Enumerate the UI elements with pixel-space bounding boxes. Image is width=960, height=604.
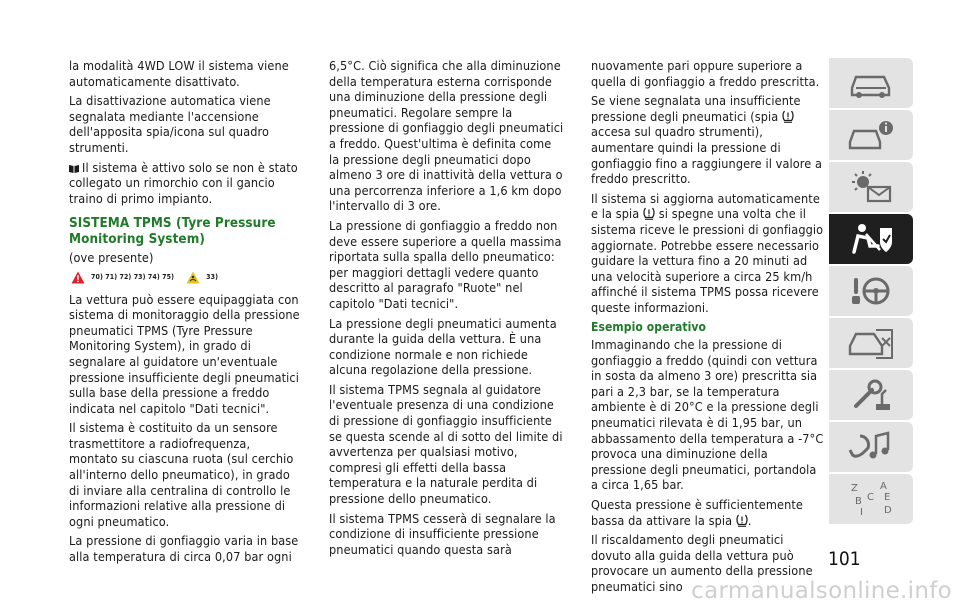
book-icon <box>69 164 79 173</box>
paragraph: Immaginando che la pressione di gonfiaggio a freddo (quindi con vettura in sosta da almeno 3 ore) prescritta sia pari a 2,3 bar, se la temperatura ambiente è di 20°C e la pressione degli pneumatici rilevata è di 1,95 bar, un abbassamento della temperatura a -7°C provoca una diminuzione della pressione degli pneumatici, portandola a circa 1,65 bar. <box>591 337 824 493</box>
tpms-warning-icon <box>643 207 655 220</box>
svg-text:Z: Z <box>851 482 858 494</box>
paragraph: Se viene segnalata una insufficiente pressione degli pneumatici (spia accesa sul quadro strumenti), aumentare quindi la pressione di gonfiaggio fino a raggiungere il valore a freddo prescritto. <box>591 93 823 187</box>
text-column-3 <box>591 58 826 599</box>
service-tools-icon <box>846 376 896 414</box>
tab-car-overview[interactable] <box>829 58 913 108</box>
paragraph: Il sistema è costituito da un sensore trasmettitore a radiofrequenza, montato su ciascuna ruota (sul cerchio all'interno dello pneumatico), in grado di inviare alla centralina di controllo le informazioni relative alla pressione di ogni pneumatico. <box>69 420 294 529</box>
paragraph: Il riscaldamento degli pneumatici dovuto alla guida della vettura può provocare un aumento della pressione pneumatici sino <box>591 532 813 594</box>
svg-text:D: D <box>884 504 892 516</box>
paragraph: Il sistema TPMS segnala al guidatore l'eventuale presenza di una condizione di pressione di gonfiaggio insufficiente se questa scende al di sotto del limite di avvertenza per qualsiasi motivo, compresi gli effetti della bassa temperatura e la naturale perdita di pressione dello pneumatico. <box>329 381 563 507</box>
tpms-warning-icon <box>782 110 794 123</box>
caution-numbers: 33) <box>206 272 219 281</box>
svg-text:E: E <box>884 491 891 503</box>
car-overview-icon <box>846 64 896 102</box>
tab-car-info[interactable] <box>829 110 913 160</box>
alphabetical-index-icon <box>846 480 896 518</box>
paragraph: Questa pressione è sufficientemente bassa da attivare la spia . <box>591 497 803 528</box>
chapter-sidebar <box>829 58 913 526</box>
watermark: carmanualsonline.info <box>691 578 952 604</box>
optional-note: (ove presente) <box>69 250 154 266</box>
svg-text:I: I <box>860 506 863 518</box>
section-heading: SISTEMA TPMS (Tyre Pressure Monitoring System) <box>69 216 276 248</box>
text-column-1 <box>69 58 301 569</box>
paragraph: La pressione di gonfiaggio a freddo non deve essere superiore a quella massima riportata sulla spalla dello pneumatico: per maggiori dettagli vedere quanto descritto al paragrafo "Ruote" nel capitolo "Dati tecnici". <box>329 217 562 311</box>
paragraph: la modalità 4WD LOW il sistema viene automaticamente disattivato. <box>69 58 289 89</box>
tab-index[interactable] <box>829 474 913 524</box>
paragraph: Il sistema è attivo solo se non è stato collegato un rimorchio con il gancio traino di primo impianto. <box>69 159 298 206</box>
caution-triangle-icon <box>186 271 200 284</box>
lights-message-icon <box>846 168 896 206</box>
paragraph: Il sistema TPMS cesserà di segnalare la condizione di insufficiente pressione pneumatici quando questa sarà <box>329 510 556 557</box>
svg-text:B: B <box>855 495 862 507</box>
tab-safety[interactable] <box>829 214 913 264</box>
tab-service-maintenance[interactable] <box>829 370 913 420</box>
paragraph: La disattivazione automatica viene segnalata mediante l'accensione dell'apposita spia/icona sul quadro strumenti. <box>69 93 271 155</box>
car-info-icon <box>846 116 896 154</box>
warning-road-icon <box>846 324 896 362</box>
tab-lights-messages[interactable] <box>829 162 913 212</box>
warning-numbers: 70) 71) 72) 73) 74) 75) <box>91 272 175 281</box>
paragraph: Il sistema si aggiorna automaticamente e la spia si spegne una volta che il sistema riceve le pressioni di gonfiaggio aggiornate. Potrebbe essere necessario guidare la vettura fino a 20 minuti ad una velocità superiore a circa 25 km/h affinché il sistema TPMS possa ricevere queste informazioni. <box>591 190 824 315</box>
tpms-warning-icon <box>736 514 748 527</box>
paragraph: 6,5°C. Ciò significa che alla diminuzione della temperatura esterna corrisponde una diminuzione della pressione degli pneumatici. Regolare sempre la pressione di gonfiaggio degli pneumatici a freddo. Quest'ultima è definita come la pressione degli pneumatici dopo almeno 3 ore di inattività della vettura o una percorrenza inferiore a 1,6 km dopo l'intervallo di 3 ore. <box>329 58 564 214</box>
warning-triangle-icon <box>71 271 85 284</box>
tab-multimedia[interactable] <box>829 422 913 472</box>
tab-emergency[interactable] <box>829 318 913 368</box>
warning-references <box>71 270 301 286</box>
paragraph: La pressione di gonfiaggio varia in base alla temperatura di circa 0,07 bar ogni <box>69 533 299 565</box>
text-column-2 <box>329 58 564 561</box>
paragraph: La vettura può essere equipaggiata con sistema di monitoraggio della pressione pneumatici TPMS (Tyre Pressure Monitoring System), in grado di segnalare al guidatore un'eventuale pressione insufficiente degli pneumatici sulla base della pressione a freddo indicata nel capitolo "Dati tecnici". <box>69 291 300 416</box>
safety-airbag-icon <box>846 220 896 258</box>
sub-heading: Esempio operativo <box>591 319 707 334</box>
paragraph: nuovamente pari oppure superiore a quella di gonfiaggio a freddo prescritta. <box>591 58 820 89</box>
svg-text:C: C <box>867 491 874 503</box>
paragraph: La pressione degli pneumatici aumenta durante la guida della vettura. È una condizione normale e non richiede alcuna regolazione della pressione. <box>329 315 557 378</box>
svg-text:A: A <box>880 480 887 492</box>
tab-starting-driving[interactable] <box>829 266 913 316</box>
media-phone-icon <box>846 428 896 466</box>
steering-key-icon <box>846 272 896 310</box>
page-number: 101 <box>828 548 861 570</box>
